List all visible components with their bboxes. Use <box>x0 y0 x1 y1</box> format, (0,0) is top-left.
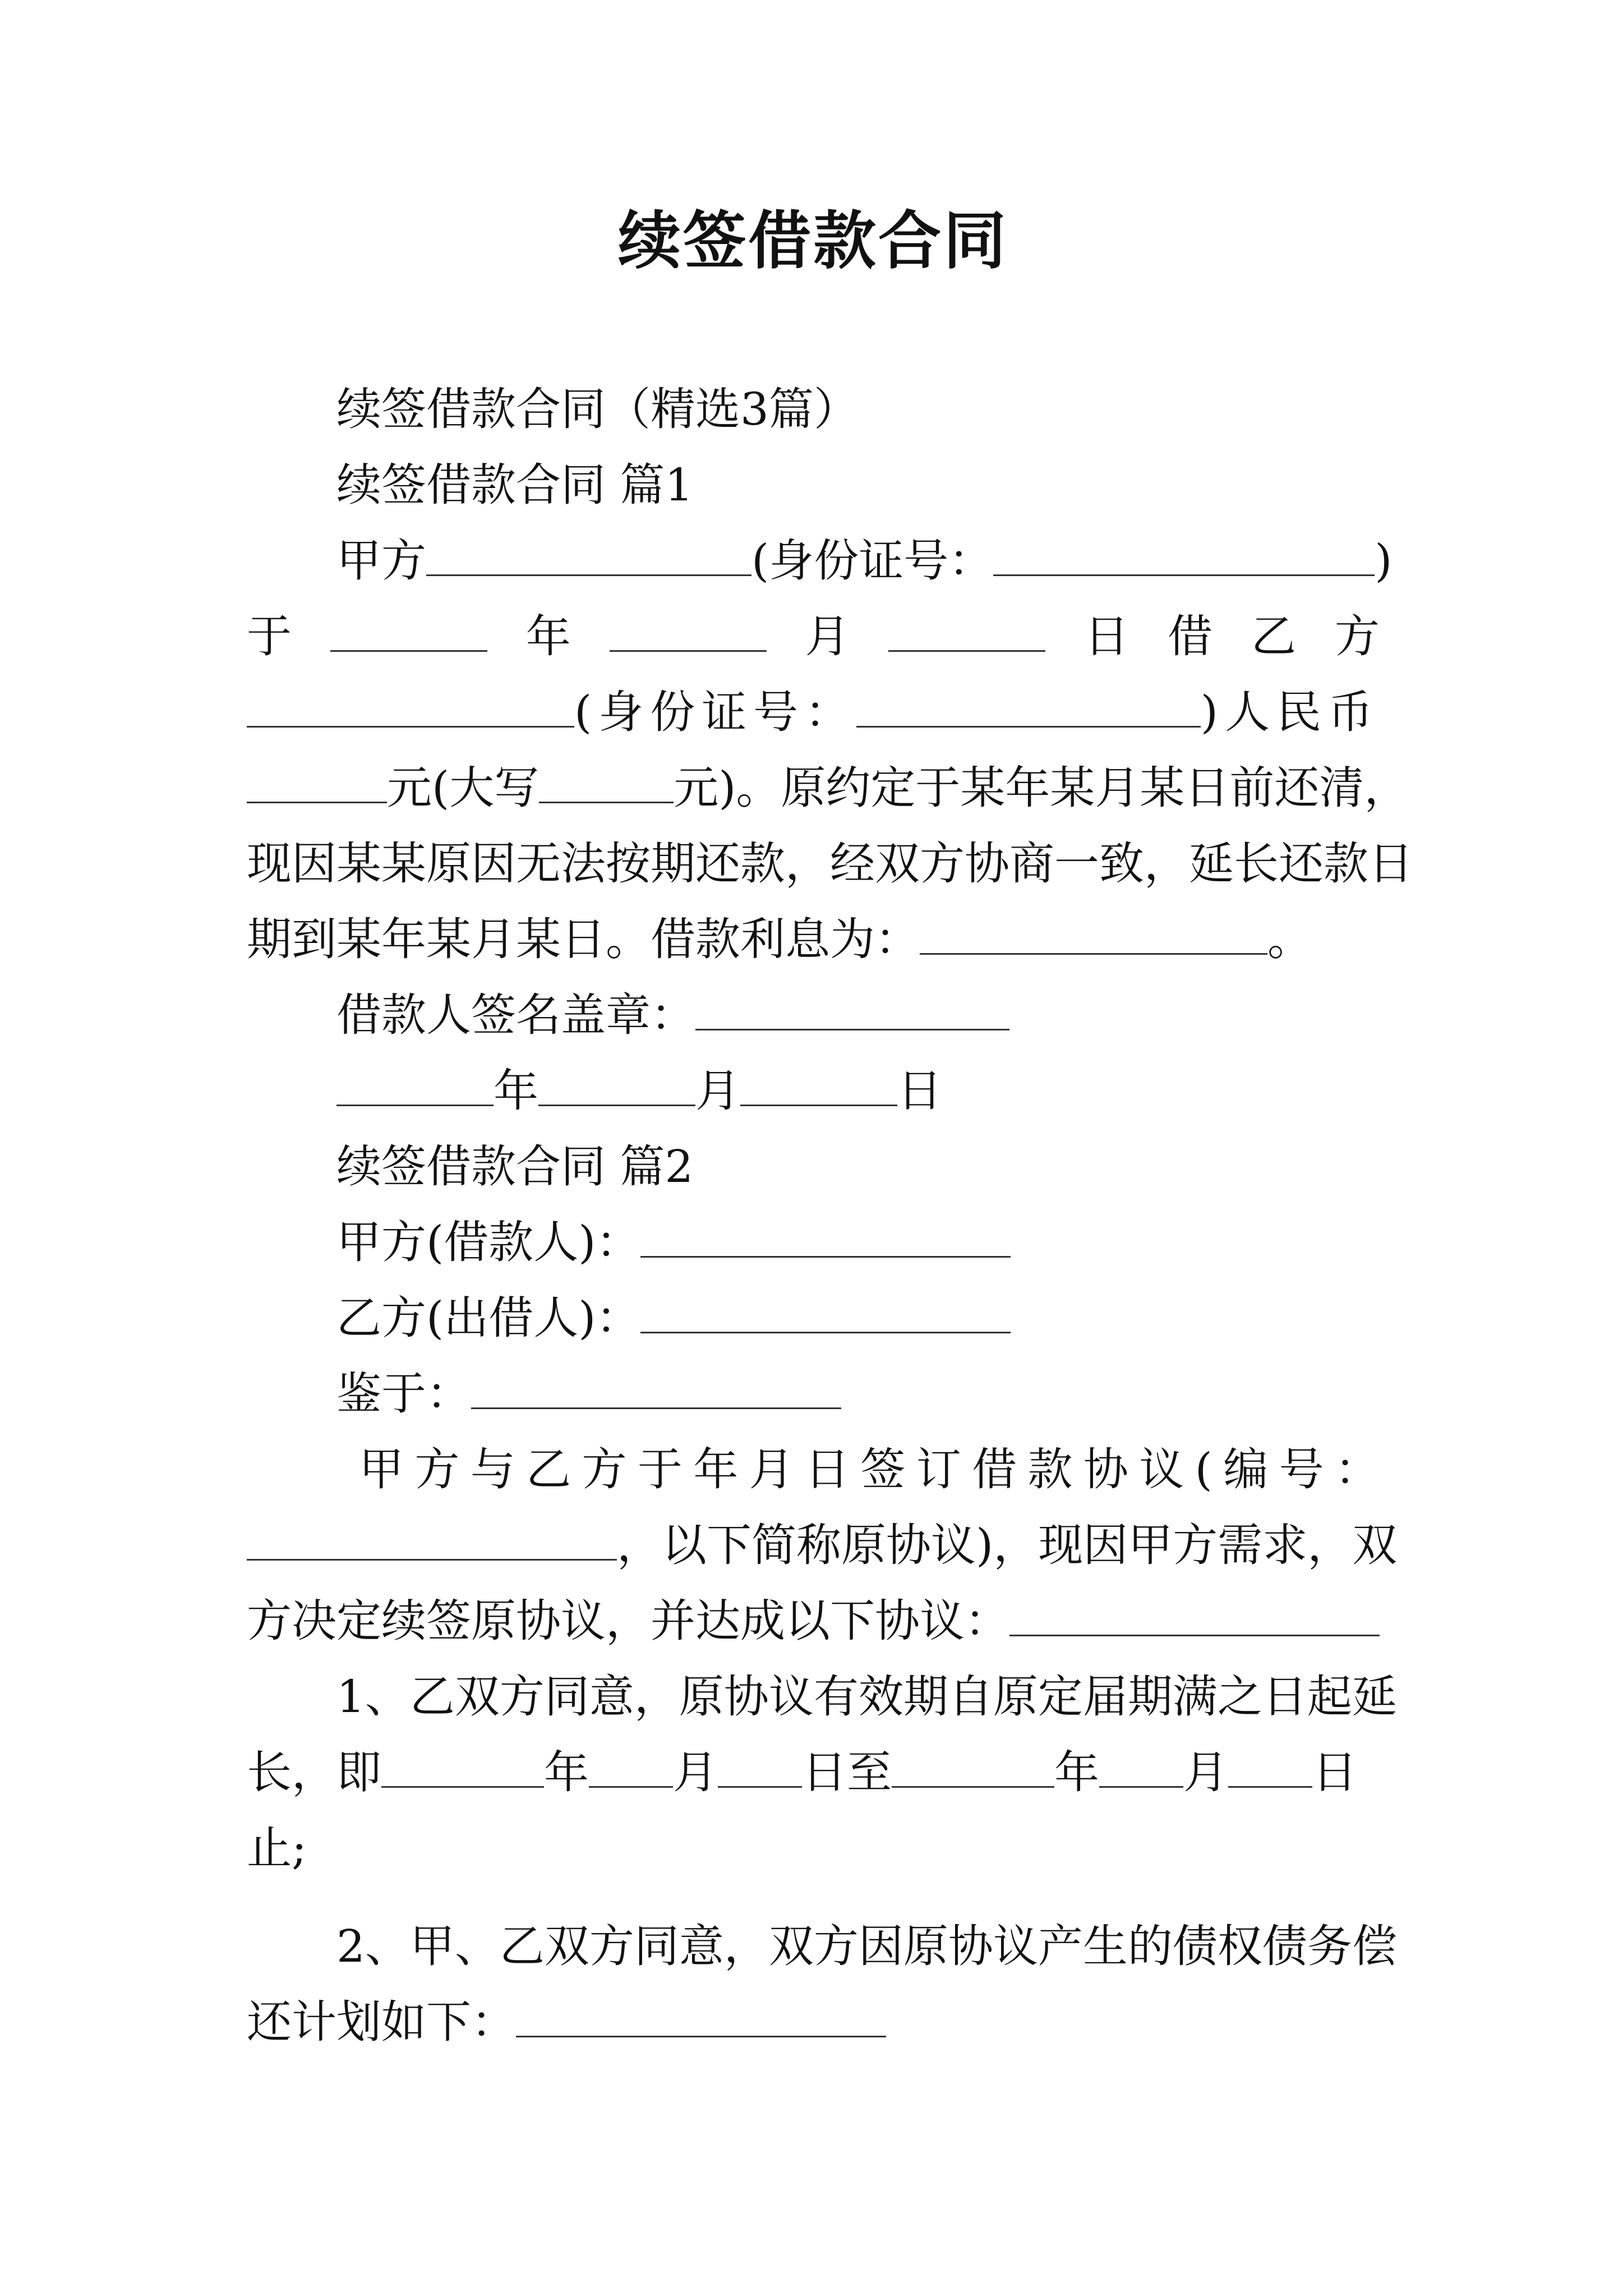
blank-field <box>336 1065 494 1106</box>
paragraph-line: 期到某年某月某日。借款利息为： 。 <box>247 913 1312 965</box>
paragraph-line: 长，即 年 月 日至 年 月 日 <box>247 1746 1357 1798</box>
subtitle: 续签借款合同（精选3篇） <box>336 383 859 435</box>
blank-field <box>856 687 1201 728</box>
paragraph-line: 甲 方 与 乙 方 于 年 月 日 签 订 借 款 协 议 ( 编 号 ： <box>359 1443 1380 1496</box>
document-page <box>247 0 1413 2296</box>
paragraph-line: 现因某某原因无法按期还款，经双方协商一致，延长还款日 <box>247 838 1413 890</box>
section-heading-2: 续签借款合同 篇2 <box>336 1140 694 1193</box>
paragraph-line: 元(大写 元)。原约定于某年某月某日前还清， <box>247 760 1409 816</box>
blank-field <box>892 1747 1054 1788</box>
blank-field <box>718 1747 802 1788</box>
paragraph-line: 还计划如下： <box>247 1994 886 2050</box>
party-a-line: 甲方(借款人)： <box>336 1214 1011 1271</box>
section-heading-1: 续签借款合同 篇1 <box>336 459 694 511</box>
blank-field <box>516 1996 886 2037</box>
paragraph-line: 2、甲、乙双方同意，双方因原协议产生的债权债务偿 <box>336 1920 1397 1972</box>
paragraph-line: 方决定续签原协议，并达成以下协议： <box>247 1593 1380 1649</box>
party-b-line: 乙方(出借人)： <box>336 1290 1011 1346</box>
blank-field <box>1009 1595 1380 1636</box>
blank-field <box>610 611 767 652</box>
blank-field <box>589 1747 673 1788</box>
blank-field <box>640 1292 1011 1333</box>
paragraph-line: 于 年 月 日 借 乙 方 <box>247 610 1380 662</box>
document-title: 续签借款合同 <box>618 205 1008 278</box>
whereas-line: 鉴于： <box>336 1366 841 1422</box>
date-line: 年 月 日 <box>336 1063 942 1119</box>
paragraph-line: (身份证号： )人民币 <box>247 684 1380 740</box>
blank-field <box>247 762 387 803</box>
paragraph-line: ，以下简称原协议)，现因甲方需求，双 <box>247 1517 1397 1573</box>
blank-field <box>993 535 1375 576</box>
blank-field <box>247 1520 617 1561</box>
blank-field <box>471 1368 841 1409</box>
blank-field <box>920 914 1267 955</box>
blank-field <box>381 1747 544 1788</box>
blank-field <box>426 535 751 576</box>
blank-field <box>247 687 574 728</box>
signature-line: 借款人签名盖章： <box>336 987 1009 1043</box>
paragraph-line: 1、乙双方同意，原协议有效期自原定届期满之日起延 <box>336 1671 1397 1723</box>
blank-field <box>330 611 487 652</box>
blank-field <box>740 1065 897 1106</box>
paragraph-line: 止; <box>247 1822 307 1874</box>
blank-field <box>539 762 674 803</box>
paragraph-line: 甲方 (身份证号： ) <box>336 535 1393 587</box>
blank-field <box>888 611 1045 652</box>
blank-field <box>1099 1747 1183 1788</box>
blank-field <box>538 1065 695 1106</box>
blank-field <box>640 1217 1011 1258</box>
blank-field <box>695 990 1009 1030</box>
blank-field <box>1228 1747 1312 1788</box>
